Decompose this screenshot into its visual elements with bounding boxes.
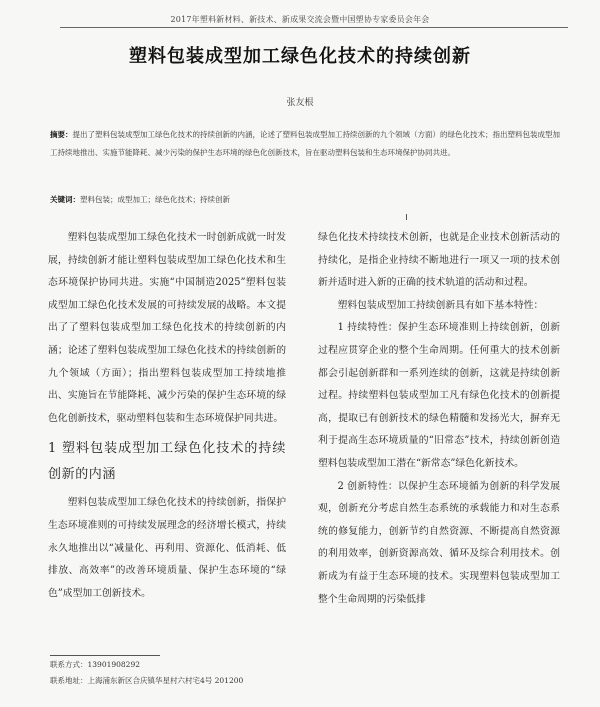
right-paragraph-3: 1 持续特性：保护生态环境准则上持续创新，创新过程应贯穿企业的整个生命周期。任何重大的技术创新都会引起创新群和一系列连续的创新，这就是持续创新过程。持续塑料包装成型加工凡有绿色化技术的创新提高，提取已有创新技术的绿色精髓和发扬光大，摒弃无利于提高生态环境质量的“旧常态”技术，持续创新创造塑料包装成型加工潜在“新常态”绿色化新技术。 <box>318 322 560 469</box>
footnote-address: 联系地址：上海浦东新区合庆镇华星村六村宅4号 201200 <box>50 676 244 685</box>
footnote-rule <box>50 655 160 656</box>
abstract <box>50 126 560 162</box>
abstract-text: 提出了塑料包装成型加工绿色化技术的持续创新的内涵，论述了塑料包装成型加工持续创新的九个领域（方面）的绿色化技术；指出塑料包装成型加工持续地推出、实施节能降耗、减少污染的保护生态环境的绿色化创新技术，旨在驱动塑料包装和生态环境保护协同共进。 <box>50 130 560 157</box>
section-1-paragraph: 塑料包装成型加工绿色化技术的持续创新，指保护生态环境准则的可持续发展理念的经济增长模式，持续永久地推出以“减量化、再利用、资源化、低消耗、低排放、高效率”的改善环境质量、保护生态环境的“绿色”成型加工创新技术。 <box>48 497 286 599</box>
keywords-label: 关键词： <box>50 195 80 204</box>
right-paragraph-2: 塑料包装成型加工持续创新具有如下基本特性： <box>337 299 544 311</box>
keywords-text: 塑料包装；成型加工；绿色化技术；持续创新 <box>80 195 230 204</box>
left-column <box>48 227 286 605</box>
intro-paragraph: 塑料包装成型加工绿色化技术一时创新成就一时发展，持续创新才能让塑料包装成型加工绿色化技术和生态环境保护协同共进。实施“中国制造2025”塑料包装成型加工绿色化技术发展的可持续发展的战略。本文提出了了塑料包装成型加工绿色化技术的持续创新的内涵；论述了塑料包装成型加工绿色化技术的持续创新的九个领域（方面）；指出塑料包装成型加工持续地推出、实施旨在节能降耗、减少污染的保护生态环境的绿色化创新技术，驱动塑料包装和生态环境保护同共进。 <box>48 232 286 424</box>
header-rule <box>60 27 568 28</box>
paper-title: 塑料包装成型加工绿色化技术的持续创新 <box>129 46 471 67</box>
right-paragraph-4: 2 创新特性：以保护生态环境循为创新的科学发展观，创新充分考虑自然生态系统的承载能力和对生态系统的修复能力，创新节约自然资源、不断提高自然资源的利用效率，创新资源高效、循环及综合利用技术。创新成为有益于生态环境的技术。实现塑料包装成型加工整个生命周期的污染低排 <box>318 480 560 605</box>
conference-header: 2017年塑料新材料、新技术、新成果交流会暨中国塑协专家委员会年会 <box>170 15 430 24</box>
paper-author: 张友根 <box>286 98 314 108</box>
keywords <box>50 194 560 206</box>
abstract-label: 摘要： <box>50 130 73 139</box>
footnote-contact: 联系方式：13901908292 <box>50 660 140 669</box>
scan-mark <box>406 214 407 220</box>
right-paragraph-1: 绿色化技术持续技术创新，也就是企业技术创新活动的持续化，是指企业持续不断地进行一项又一项的技术创新并适时进入新的正确的技术轨道的活动和过程。 <box>318 232 560 289</box>
section-1-heading: 1 塑料包装成型加工绿色化技术的持续创新的内涵 <box>48 441 286 483</box>
right-column <box>318 227 560 611</box>
